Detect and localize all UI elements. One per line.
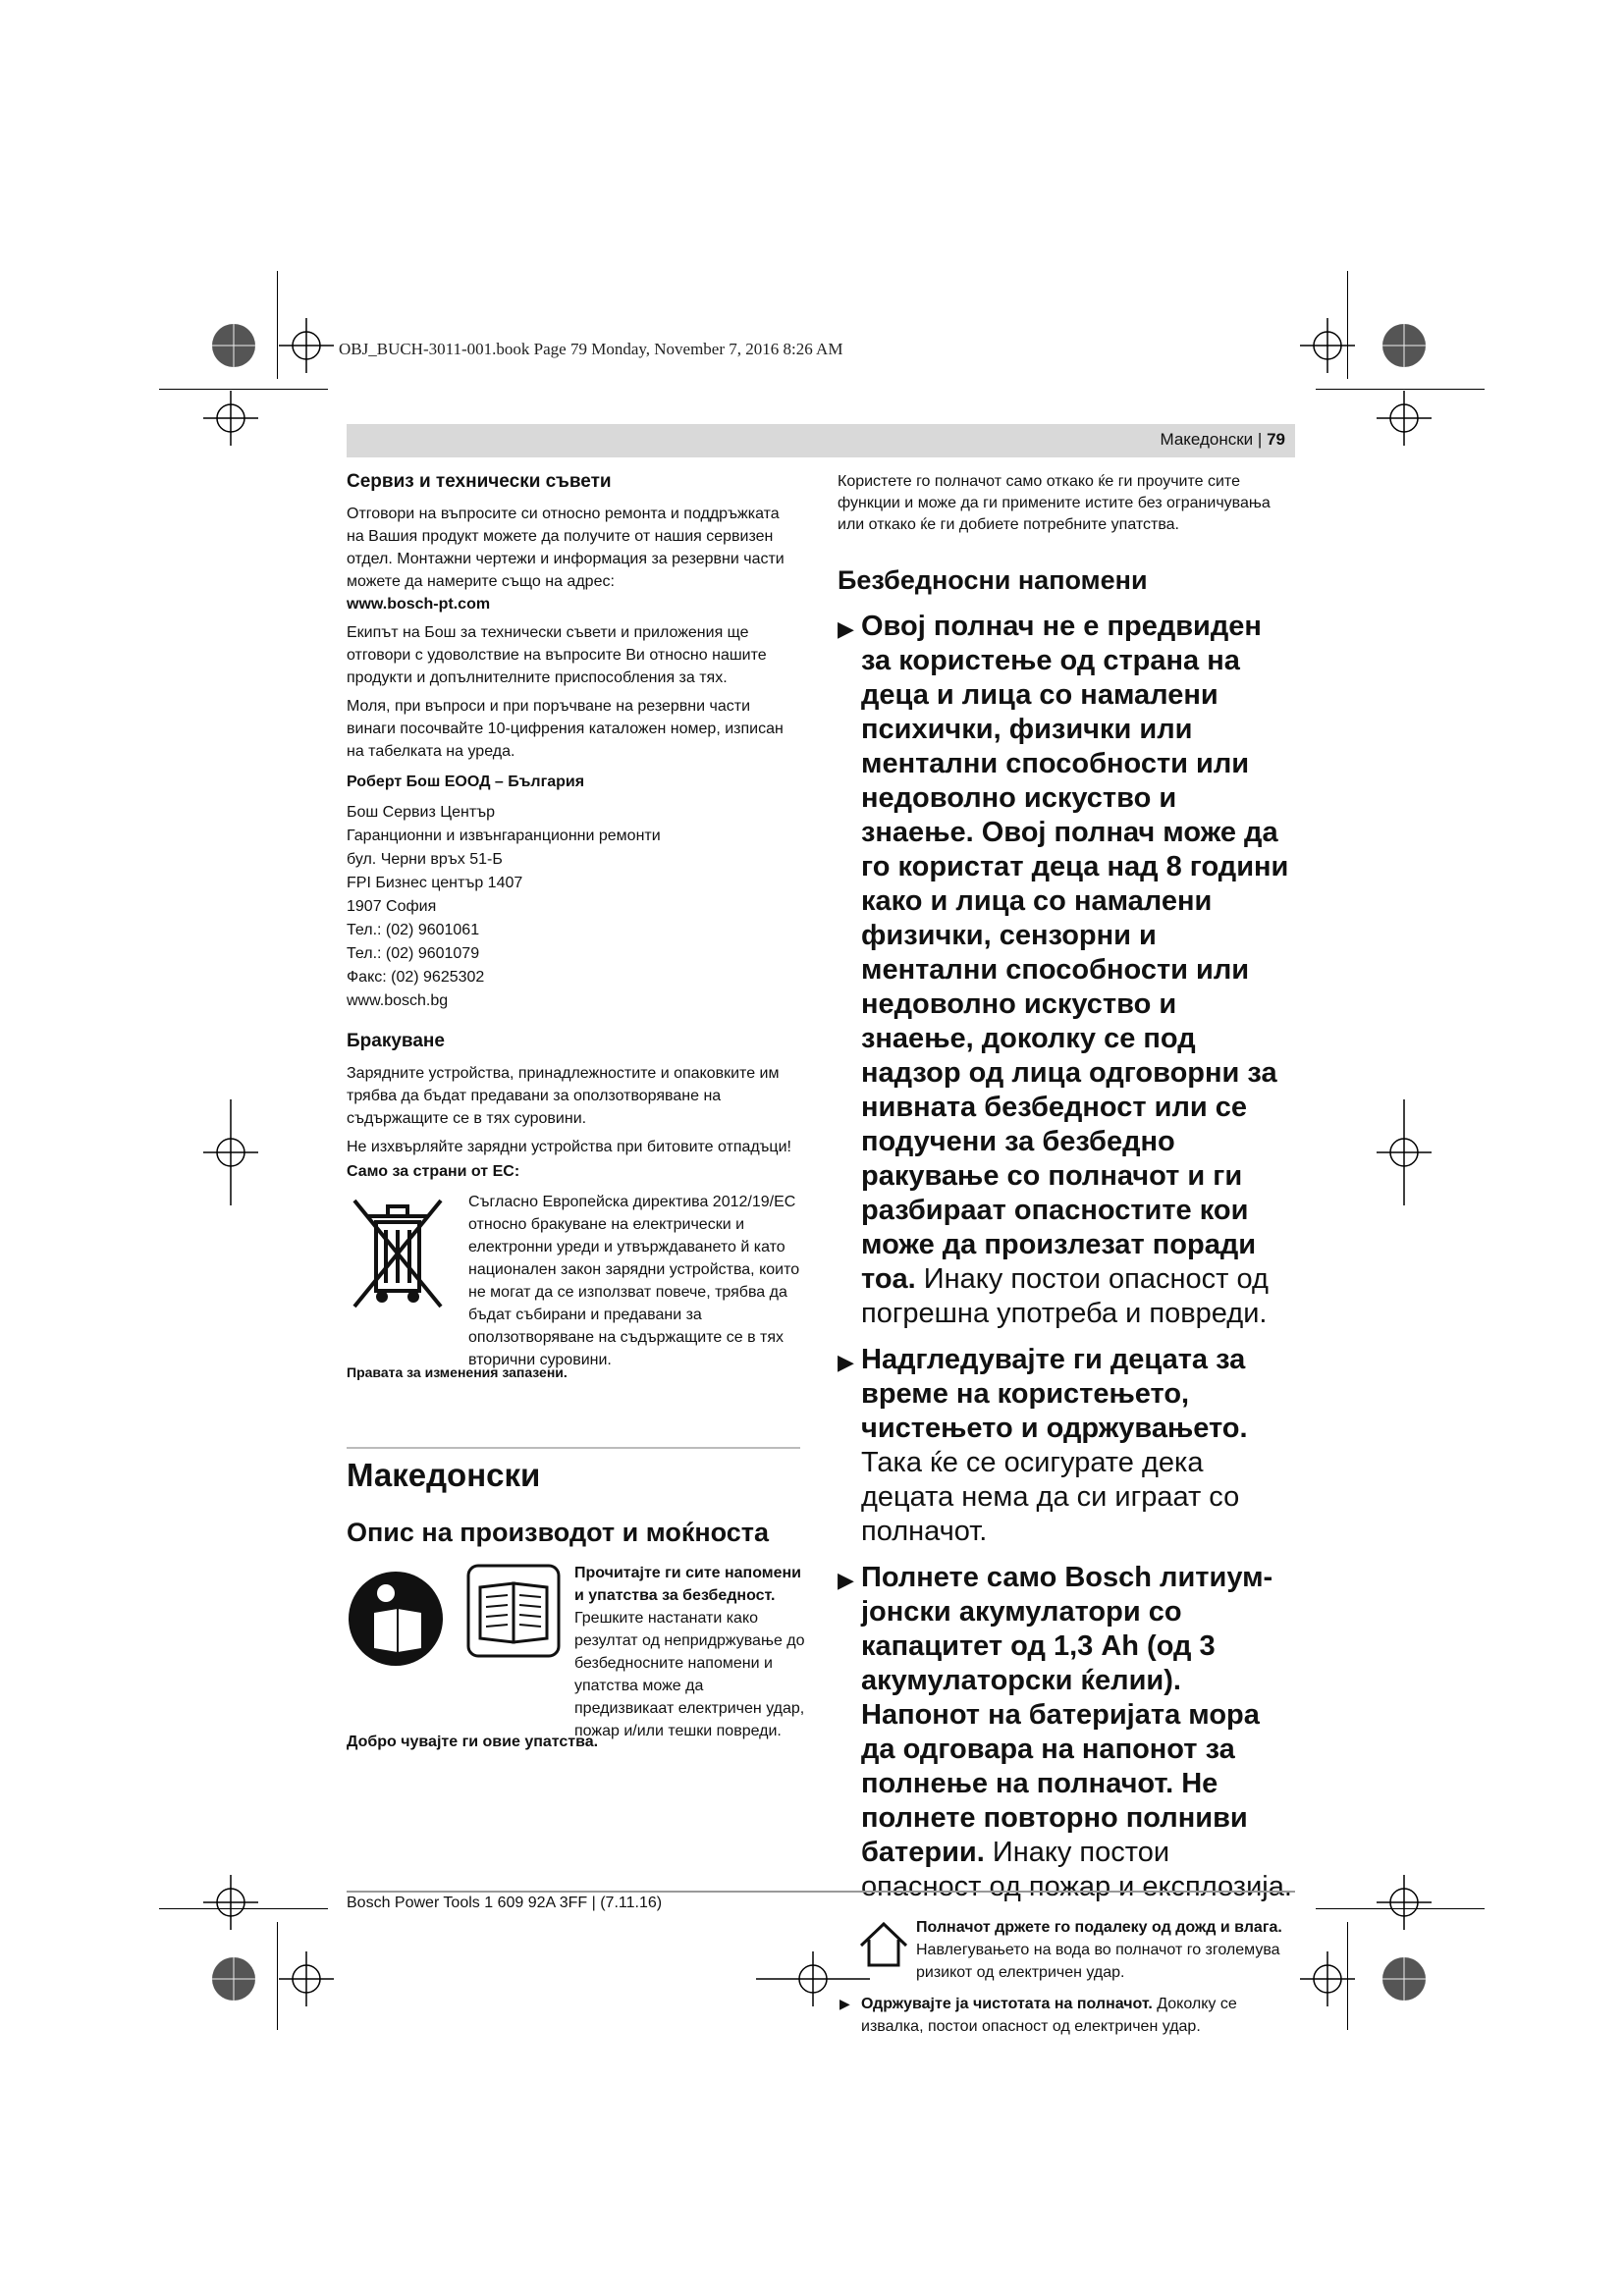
rain-warning-normal: Навлегувањето на вода во полначот го зголемува ризикот од електричен удар. — [916, 1942, 1280, 1981]
disposal-title: Бракуване — [347, 1031, 445, 1051]
clean-warning — [838, 1993, 1295, 2038]
bullet-triangle-icon: ▶ — [838, 1350, 854, 1374]
page-number: 79 — [1267, 430, 1285, 449]
target-icon — [1377, 1099, 1432, 1205]
language-title: Македонски — [347, 1457, 541, 1493]
address-block — [347, 801, 800, 1013]
clean-warning-normal: Доколку се извалка, постои опасност од електричен удар. — [861, 1996, 1237, 2035]
indoor-use-house-icon — [857, 1920, 910, 1969]
target-icon — [203, 391, 258, 446]
warning-battery-bold: Полнете само Bosch литиум-јонски акумулатори со капацитет од 1,3 Ah (од 3 акумулаторски ќелии). Напонот на батеријата мора да одговара на напонот за полнење на полначот. Не полнете повторно полниви батерии. — [861, 1562, 1273, 1868]
service-url: www.bosch-pt.com — [347, 596, 491, 613]
warning-children-normal: Инаку постои опасност од погрешна употреба и повреди. — [861, 1263, 1269, 1329]
disposal-paragraph-2: Не изхвърляйте зарядни устройства при битовите отпадъци! — [347, 1139, 791, 1155]
footer-text: Bosch Power Tools 1 609 92A 3FF | (7.11.16) — [347, 1895, 663, 1911]
service-paragraph-3: Моля, при въпроси и при поръчване на резервни части винаги посочвайте 10-цифрения каталожен номер, изписан на табелката на уреда. — [347, 698, 784, 760]
right-column — [838, 471, 1295, 2038]
rain-warning — [838, 1916, 1295, 1985]
clean-warning-bold: Одржувајте ја чистотата на полначот. — [861, 1996, 1153, 2012]
address-line: Тел.: (02) 9601061 — [347, 922, 480, 938]
warning-battery-normal: Инаку постои опасност од пожар и експлозија. — [861, 1837, 1292, 1902]
target-icon — [279, 318, 334, 373]
warning-supervise-normal: Така ќе се осигурате дека децата нема да си играат со полначот. — [861, 1447, 1240, 1547]
read-instructions-normal: Грешките настанати како резултат од непридржување до безбедносните напомени и упатства може да предизвикаат електричен удар, пожар и/или тешки повреди. — [574, 1610, 805, 1739]
usage-intro: Користете го полначот само откако ќе ги проучите сите функции и може да ги примените истите без ограничувања или откако ќе ги добиете потребните упатства. — [838, 473, 1271, 533]
bullet-triangle-icon: ▶ — [839, 1996, 850, 2011]
warning-battery — [838, 1561, 1295, 1904]
page-header-bar — [347, 424, 1295, 457]
address-line: Факс: (02) 9625302 — [347, 969, 485, 986]
weee-text: Съгласно Европейска директива 2012/19/ЕС относно бракуване на електрически и електронни уреди и утвърждаването й като национален закон зарядни устройства, които не могат да се използват повече, трябва да бъдат събирани и предавани за оползотворяване на съдържащите се в тях вторични суровини. — [468, 1194, 800, 1368]
target-icon — [279, 1951, 334, 2006]
left-column — [347, 471, 805, 1753]
product-title: Опис на производот и моќноста — [347, 1518, 770, 1547]
address-line: Гаранционни и извънгаранционни ремонти — [347, 828, 661, 844]
read-manual-person-icon — [347, 1570, 445, 1668]
safety-title: Безбедносни напомени — [838, 565, 1148, 595]
eu-only-label: Само за страни от ЕС: — [347, 1163, 520, 1180]
read-instructions-text — [574, 1562, 806, 1742]
weee-section — [347, 1191, 800, 1368]
target-icon — [1300, 318, 1355, 373]
crossed-bin-icon — [349, 1195, 447, 1312]
target-icon — [203, 1099, 258, 1205]
page-header-label — [1160, 430, 1285, 450]
target-icon — [1300, 1951, 1355, 2006]
address-line: FPI Бизнес център 1407 — [347, 875, 523, 891]
target-icon — [203, 1875, 258, 1930]
printer-info-line: OBJ_BUCH-3011-001.book Page 79 Monday, November 7, 2016 8:26 AM — [339, 340, 843, 358]
address-line: Тел.: (02) 9601079 — [347, 945, 480, 962]
warning-supervise — [838, 1343, 1295, 1549]
warning-children-bold: Овој полнач не е предвиден за користење од страна на деца и лица со намалени психички, физички или ментални способности или недоволно искуство и знаење. Овој полнач може да го користат деца над 8 години како и лица со намалени физички, сензорни и ментални способности или недоволно искуство и знаење, доколку се под надзор од лица одговорни за нивната безбедност или се подучени за безбедно ракување со полначот и ги разбираат опасностите кои може да произлезат поради тоа. — [861, 611, 1289, 1295]
rain-warning-text — [916, 1916, 1299, 1984]
service-paragraph-2: Екипът на Бош за технически съвети и приложения ще отговори с удоволствие на въпросите Ви относно нашите продукти и допълнителните приспособления за тях. — [347, 624, 767, 686]
address-line: Бош Сервиз Център — [347, 804, 496, 821]
keep-instructions: Добро чувајте ги овие упатства. — [347, 1734, 599, 1750]
bullet-triangle-icon: ▶ — [838, 1568, 854, 1592]
header-section: Македонски — [1160, 430, 1254, 449]
rights-reserved: Правата за изменения запазени. — [347, 1364, 568, 1380]
target-icon — [1377, 1875, 1432, 1930]
service-paragraph-1: Отговори на въпросите си относно ремонта и поддръжката на Вашия продукт можете да получите от нашия сервизен отдел. Монтажни чертежи и информация за резервни части можете да намерите също на адрес: — [347, 506, 785, 590]
disposal-paragraph-1: Зарядните устройства, принадлежностите и опаковките им трябва да бъдат предавани за оползотворяване на съдържащите се в тях суровини. — [347, 1065, 780, 1127]
target-icon — [1377, 391, 1432, 446]
address-line: 1907 София — [347, 898, 437, 915]
language-separator — [347, 1447, 800, 1449]
warning-supervise-bold: Надгледувајте ги децата за време на користењето, чистењето и одржувањето. — [861, 1344, 1248, 1444]
bullet-triangle-icon: ▶ — [838, 616, 854, 641]
address-line: бул. Черни връх 51-Б — [347, 851, 503, 868]
manual-book-icon — [464, 1562, 563, 1660]
address-line: www.bosch.bg — [347, 992, 449, 1009]
header-divider: | — [1257, 430, 1263, 449]
read-manual-section — [347, 1562, 805, 1739]
rain-warning-bold: Полначот држете го подалеку од дожд и влага. — [916, 1919, 1282, 1936]
read-instructions-bold: Прочитајте ги сите напомени и упатства за безбедност. — [574, 1565, 802, 1604]
service-title: Сервиз и технически съвети — [347, 471, 612, 492]
footer-rule — [347, 1891, 1295, 1893]
warning-children — [838, 610, 1295, 1331]
company-name: Роберт Бош ЕООД – България — [347, 774, 585, 790]
